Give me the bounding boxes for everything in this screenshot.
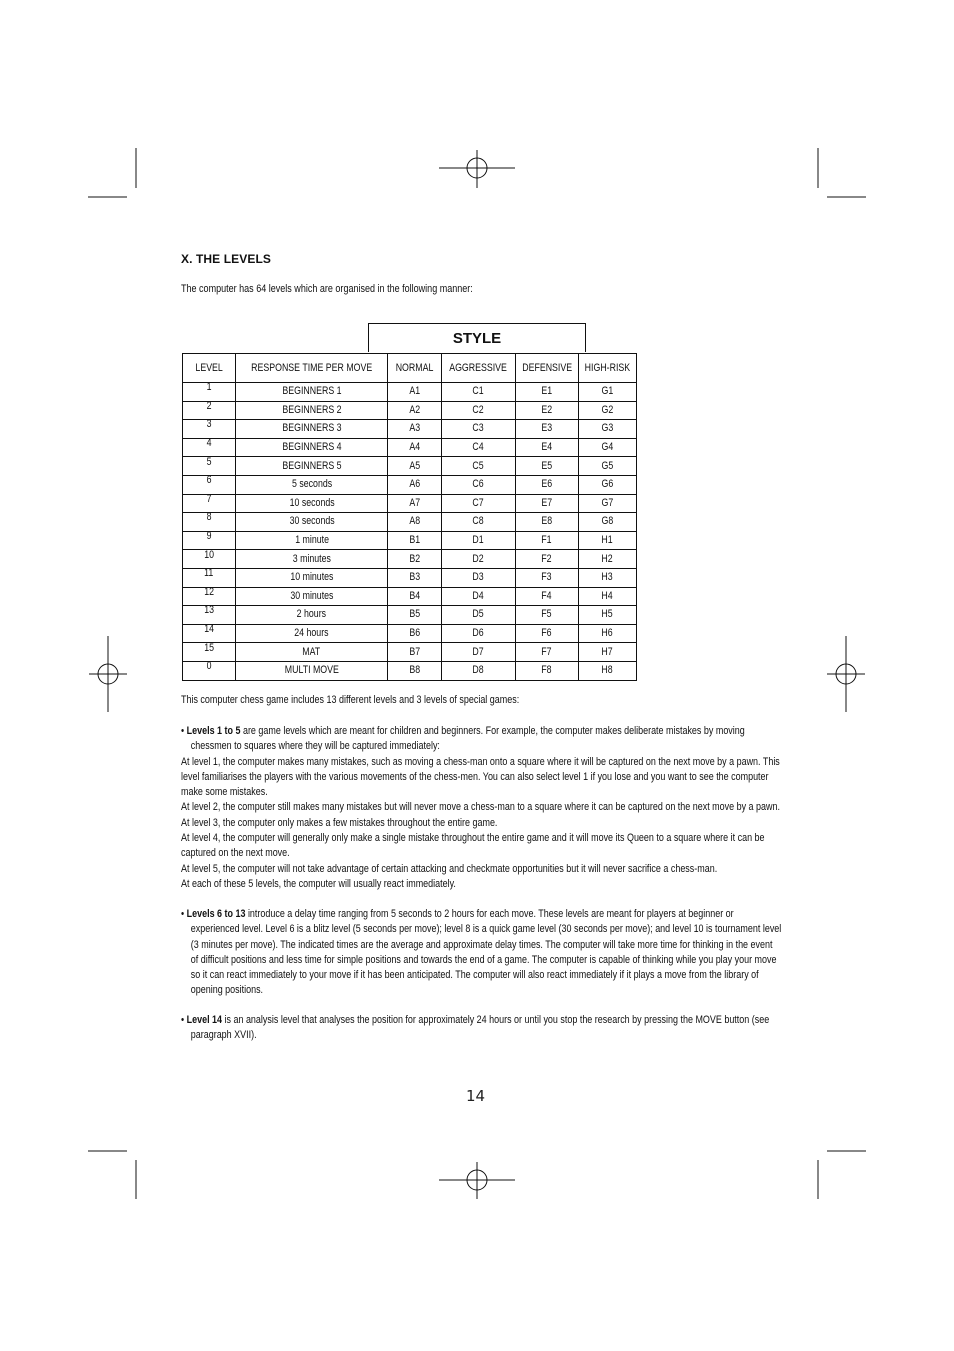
cell-normal: B8 (388, 661, 442, 680)
levels-1-5-detail-line: At level 4, the computer will generally only make a single mistake throughout the entire game and it will move its Queen to a square where it can be (181, 832, 765, 845)
column-header-response-time: RESPONSE TIME PER MOVE (236, 354, 388, 383)
cell-high-risk: G7 (578, 494, 636, 513)
cell-level: 1 (183, 383, 236, 402)
cell-defensive: F8 (515, 661, 578, 680)
cell-response-time: BEGINNERS 2 (236, 401, 388, 420)
levels-1-5-label: Levels 1 to 5 (186, 725, 241, 737)
cell-aggressive: C4 (442, 438, 515, 457)
cell-normal: A3 (388, 420, 442, 439)
page-number: 14 (466, 1087, 486, 1105)
levels-6-13-line: (3 minutes per move). The indicated times are the average and approximate delay times. The computer will take more time for thinking in the event (190, 938, 773, 951)
table-row (183, 401, 637, 420)
cell-normal: B4 (388, 587, 442, 606)
cell-defensive: E6 (515, 475, 578, 494)
cell-level: 8 (183, 513, 236, 532)
cell-level: 10 (183, 550, 236, 569)
cell-defensive: E3 (515, 420, 578, 439)
cell-normal: B6 (388, 624, 442, 643)
cell-normal: B1 (388, 531, 442, 550)
cell-aggressive: D1 (442, 531, 515, 550)
table-row (183, 643, 637, 662)
cell-high-risk: G4 (578, 438, 636, 457)
levels-1-5-detail-line: captured on the next move. (181, 847, 290, 860)
cell-defensive: F2 (515, 550, 578, 569)
cell-level: 3 (183, 420, 236, 439)
cell-high-risk: H8 (578, 661, 636, 680)
cell-defensive: F3 (515, 568, 578, 587)
cell-high-risk: H5 (578, 606, 636, 625)
cell-aggressive: C6 (442, 475, 515, 494)
cell-high-risk: H7 (578, 643, 636, 662)
levels-6-13-line: of difficult positions and less time for simple positions and towards the end of a game. The computer is capable of thinking while you play your move (190, 953, 777, 966)
column-header-normal: NORMAL (388, 354, 442, 383)
column-header-aggressive: AGGRESSIVE (442, 354, 515, 383)
cell-level: 2 (183, 401, 236, 420)
cell-defensive: E4 (515, 438, 578, 457)
cell-aggressive: C8 (442, 513, 515, 532)
table-row (183, 587, 637, 606)
levels-1-5-text: are game levels which are meant for children and beginners. For example, the computer makes deliberate mistakes by moving (240, 725, 745, 737)
cell-aggressive: D8 (442, 661, 515, 680)
level-14-second-line: paragraph XVII). (190, 1029, 257, 1042)
cell-response-time: BEGINNERS 5 (236, 457, 388, 476)
cell-high-risk: G1 (578, 383, 636, 402)
cell-defensive: F5 (515, 606, 578, 625)
cell-high-risk: H1 (578, 531, 636, 550)
cell-response-time: 10 minutes (236, 568, 388, 587)
cell-level: 4 (183, 438, 236, 457)
level-14-paragraph (181, 1013, 784, 1044)
cell-level: 14 (183, 624, 236, 643)
cell-level: 11 (183, 568, 236, 587)
cell-defensive: E2 (515, 401, 578, 420)
cell-aggressive: D2 (442, 550, 515, 569)
cell-aggressive: C5 (442, 457, 515, 476)
level-14-label: Level 14 (186, 1014, 223, 1026)
levels-1-5-detail-line: At level 3, the computer only makes a few mistakes throughout the entire game. (181, 816, 498, 829)
cell-high-risk: G2 (578, 401, 636, 420)
levels-6-13-line: experienced level. Level 6 is a blitz level (5 seconds per move); level 8 is a quick game level (30 seconds per move); and level 10 is tournament level (190, 923, 782, 936)
cell-response-time: BEGINNERS 4 (236, 438, 388, 457)
cell-aggressive: D4 (442, 587, 515, 606)
table-row (183, 568, 637, 587)
cell-high-risk: G6 (578, 475, 636, 494)
levels-6-13-lines (181, 922, 784, 998)
level-14-text: is an analysis level that analyses the position for approximately 24 hours or until you stop the research by pressing the MOVE button (see (222, 1014, 770, 1026)
cell-level: 9 (183, 531, 236, 550)
summary-paragraph (181, 693, 784, 708)
cell-response-time: 24 hours (236, 624, 388, 643)
cell-aggressive: D3 (442, 568, 515, 587)
cell-high-risk: H4 (578, 587, 636, 606)
levels-1-5-detail-line: At level 1, the computer makes many mistakes, such as moving a chess-man onto a square where it will be captured on the next move by a pawn. This (181, 755, 780, 768)
cell-response-time: 2 hours (236, 606, 388, 625)
cell-level: 0 (183, 661, 236, 680)
cell-response-time: BEGINNERS 1 (236, 383, 388, 402)
cell-aggressive: C1 (442, 383, 515, 402)
cell-level: 7 (183, 494, 236, 513)
cell-defensive: E7 (515, 494, 578, 513)
cell-defensive: F7 (515, 643, 578, 662)
cell-response-time: 5 seconds (236, 475, 388, 494)
cell-normal: A5 (388, 457, 442, 476)
table-row (183, 550, 637, 569)
levels-6-13-line: opening positions. (190, 984, 264, 997)
style-header-label: STYLE (452, 329, 502, 347)
cell-normal: A7 (388, 494, 442, 513)
cell-normal: A1 (388, 383, 442, 402)
cell-level: 5 (183, 457, 236, 476)
level-14-first-line: • Level 14 is an analysis level that analyses the position for approximately 24 hours or until you stop the research by pressing the MOVE button (see (181, 1014, 770, 1026)
table-row (183, 475, 637, 494)
cell-response-time: 1 minute (236, 531, 388, 550)
levels-6-13-line: so it can react immediately to your move if it has been anticipated. The computer will also react immediately if it plays a move from the library of (190, 969, 759, 982)
levels-1-5-detail-line: make some mistakes. (181, 786, 268, 799)
table-row (183, 624, 637, 643)
cell-normal: A8 (388, 513, 442, 532)
cell-response-time: 3 minutes (236, 550, 388, 569)
levels-1-5-first-line: • Levels 1 to 5 are game levels which are meant for children and beginners. For example, the computer makes deliberate mistakes by moving (181, 725, 745, 737)
cell-normal: A6 (388, 475, 442, 494)
levels-6-13-text: introduce a delay time ranging from 5 seconds to 2 hours for each move. These levels are meant for players at beginner or (245, 908, 734, 920)
cell-high-risk: H6 (578, 624, 636, 643)
table-header-row (183, 354, 637, 383)
cell-defensive: F1 (515, 531, 578, 550)
cell-response-time: BEGINNERS 3 (236, 420, 388, 439)
cell-response-time: 10 seconds (236, 494, 388, 513)
table-row (183, 494, 637, 513)
cell-aggressive: D7 (442, 643, 515, 662)
cell-normal: B7 (388, 643, 442, 662)
levels-1-5-second-line: chessmen to squares where they will be captured immediately: (190, 740, 440, 753)
cell-high-risk: H3 (578, 568, 636, 587)
levels-6-13-paragraph (181, 907, 784, 999)
table-row (183, 606, 637, 625)
cell-normal: A4 (388, 438, 442, 457)
cell-defensive: E5 (515, 457, 578, 476)
cell-high-risk: G3 (578, 420, 636, 439)
cell-aggressive: C2 (442, 401, 515, 420)
cell-aggressive: C7 (442, 494, 515, 513)
cell-response-time: MULTI MOVE (236, 661, 388, 680)
table-row (183, 531, 637, 550)
cell-high-risk: G5 (578, 457, 636, 476)
levels-1-5-detail-line: At each of these 5 levels, the computer will usually react immediately. (181, 877, 456, 890)
column-header-level: LEVEL (183, 354, 236, 383)
cell-level: 12 (183, 587, 236, 606)
cell-normal: B2 (388, 550, 442, 569)
table-row (183, 383, 637, 402)
table-row (183, 661, 637, 680)
table-row (183, 438, 637, 457)
levels-6-13-label: Levels 6 to 13 (186, 908, 246, 920)
section-heading: X. THE LEVELS (181, 252, 271, 266)
levels-table (182, 353, 637, 681)
cell-level: 6 (183, 475, 236, 494)
levels-1-5-detail-line: At level 5, the computer will not take advantage of certain attacking and checkmate opportunities but it will never sacrifice a chess-man. (181, 862, 718, 875)
cell-high-risk: G8 (578, 513, 636, 532)
cell-defensive: E8 (515, 513, 578, 532)
cell-aggressive: D6 (442, 624, 515, 643)
cell-aggressive: C3 (442, 420, 515, 439)
intro-text: The computer has 64 levels which are organised in the following manner: (181, 283, 473, 295)
table-body (183, 383, 637, 681)
cell-normal: B3 (388, 568, 442, 587)
cell-response-time: 30 seconds (236, 513, 388, 532)
table-row (183, 457, 637, 476)
cell-high-risk: H2 (578, 550, 636, 569)
cell-normal: B5 (388, 606, 442, 625)
summary-text: This computer chess game includes 13 different levels and 3 levels of special games: (181, 694, 520, 706)
cell-defensive: E1 (515, 383, 578, 402)
style-header (368, 323, 586, 352)
levels-1-5-detail-line: level familiarises the players with the various movements of the chess-men. You can also select level 1 if you lose and you want to see the computer (181, 770, 769, 783)
cell-aggressive: D5 (442, 606, 515, 625)
levels-1-5-details (181, 755, 784, 893)
levels-1-5-paragraph (181, 724, 784, 892)
cell-defensive: F4 (515, 587, 578, 606)
column-header-defensive: DEFENSIVE (515, 354, 578, 383)
cell-level: 13 (183, 606, 236, 625)
cell-response-time: 30 minutes (236, 587, 388, 606)
cell-defensive: F6 (515, 624, 578, 643)
levels-1-5-detail-line: At level 2, the computer still makes many mistakes but will never move a chess-man to a square where it can be captured on the next move by a pawn. (181, 801, 780, 814)
cell-normal: A2 (388, 401, 442, 420)
cell-level: 15 (183, 643, 236, 662)
cell-response-time: MAT (236, 643, 388, 662)
table-row (183, 513, 637, 532)
table-row (183, 420, 637, 439)
column-header-high-risk: HIGH-RISK (578, 354, 636, 383)
levels-6-13-first-line: • Levels 6 to 13 introduce a delay time ranging from 5 seconds to 2 hours for each move. These levels are meant for players at beginner or (181, 908, 734, 920)
